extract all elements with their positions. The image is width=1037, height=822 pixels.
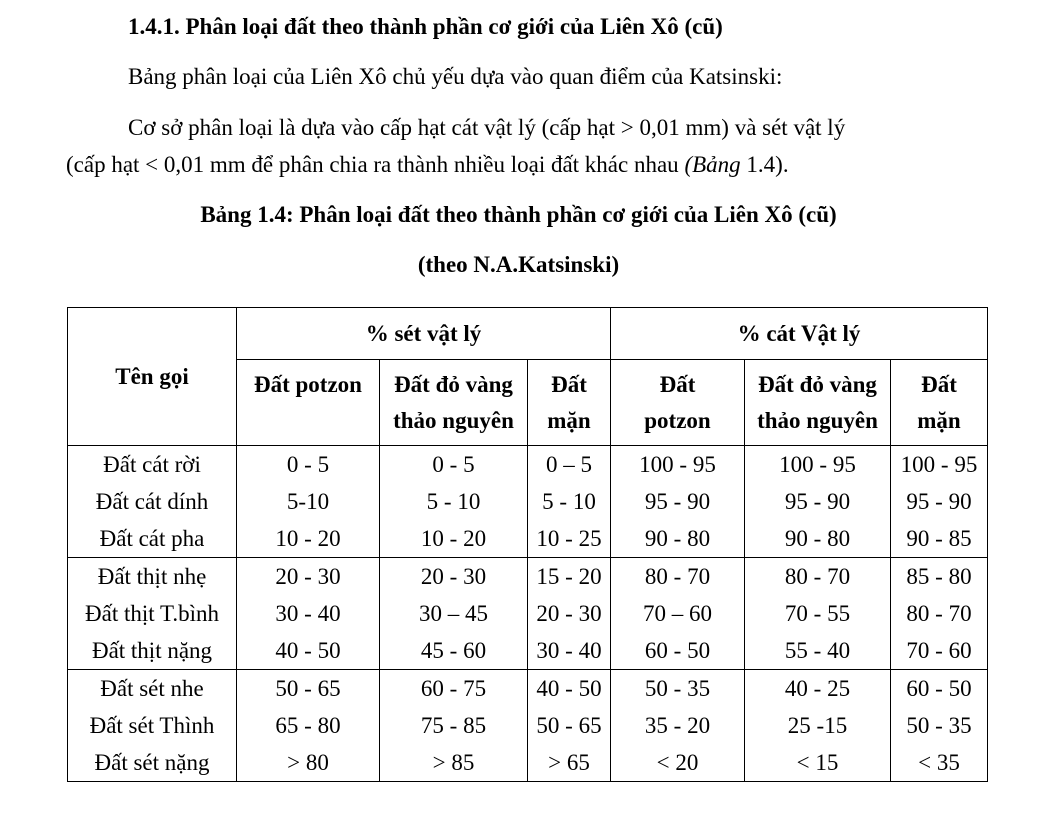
- soil-classification-table: [67, 307, 988, 782]
- name-column-header: Tên gọi: [68, 308, 237, 446]
- value-cell: 20 - 30 30 – 45 45 - 60: [380, 558, 528, 670]
- value-cell: 60 - 75 75 - 85 > 85: [380, 670, 528, 782]
- value-cell: 80 - 70 70 – 60 60 - 50: [611, 558, 745, 670]
- table-caption: Bảng 1.4: Phân loại đất theo thành phần cơ giới của Liên Xô (cũ): [200, 202, 837, 227]
- clay-group-header: % sét vật lý: [237, 308, 611, 360]
- name-cell: Đất thịt nhẹ Đất thịt T.bình Đất thịt nặng: [68, 558, 237, 670]
- value-cell: 20 - 30 30 - 40 40 - 50: [237, 558, 380, 670]
- value-cell: 40 - 25 25 -15 < 15: [745, 670, 891, 782]
- value-cell: 100 - 95 95 - 90 90 - 80: [611, 446, 745, 558]
- subheader-cell: Đất potzon: [611, 360, 745, 446]
- intro-paragraph: Bảng phân loại của Liên Xô chủ yếu dựa vào quan điểm của Katsinski:: [128, 64, 783, 89]
- sand-group-header: % cát Vật lý: [611, 308, 988, 360]
- subheader-cell: Đất đỏ vàng thảo nguyên: [745, 360, 891, 446]
- value-cell: 40 - 50 50 - 65 > 65: [528, 670, 611, 782]
- section-heading: 1.4.1. Phân loại đất theo thành phần cơ giới của Liên Xô (cũ): [128, 14, 723, 39]
- table-reference: (Bảng: [684, 152, 741, 177]
- subheader-cell: Đất mặn: [891, 360, 988, 446]
- value-cell: 0 - 5 5 - 10 10 - 20: [380, 446, 528, 558]
- value-cell: 15 - 20 20 - 30 30 - 40: [528, 558, 611, 670]
- name-cell: Đất cát rời Đất cát dính Đất cát pha: [68, 446, 237, 558]
- value-cell: 60 - 50 50 - 35 < 35: [891, 670, 988, 782]
- table-reference-end: 1.4).: [740, 152, 789, 177]
- value-cell: 80 - 70 70 - 55 55 - 40: [745, 558, 891, 670]
- basis-paragraph-line2: [66, 152, 789, 178]
- value-cell: 85 - 80 80 - 70 70 - 60: [891, 558, 988, 670]
- basis-paragraph-line1: Cơ sở phân loại là dựa vào cấp hạt cát vật lý (cấp hạt > 0,01 mm) và sét vật lý: [128, 115, 846, 140]
- value-cell: 100 - 95 95 - 90 90 - 85: [891, 446, 988, 558]
- basis-text: (cấp hạt < 0,01 mm để phân chia ra thành nhiều loại đất khác nhau: [66, 152, 685, 177]
- table-caption-source: (theo N.A.Katsinski): [417, 252, 620, 277]
- value-cell: 50 - 35 35 - 20 < 20: [611, 670, 745, 782]
- table-header-row: [68, 308, 988, 360]
- subheader-cell: Đất mặn: [528, 360, 611, 446]
- value-cell: 100 - 95 95 - 90 90 - 80: [745, 446, 891, 558]
- value-cell: 0 – 5 5 - 10 10 - 25: [528, 446, 611, 558]
- value-cell: 50 - 65 65 - 80 > 80: [237, 670, 380, 782]
- table-row-group-clay: [68, 670, 988, 782]
- table-row-group-sand: [68, 446, 988, 558]
- name-cell: Đất sét nhe Đất sét Thình Đất sét nặng: [68, 670, 237, 782]
- subheader-cell: Đất potzon: [237, 360, 380, 446]
- table-row-group-loam: [68, 558, 988, 670]
- value-cell: 0 - 5 5-10 10 - 20: [237, 446, 380, 558]
- subheader-cell: Đất đỏ vàng thảo nguyên: [380, 360, 528, 446]
